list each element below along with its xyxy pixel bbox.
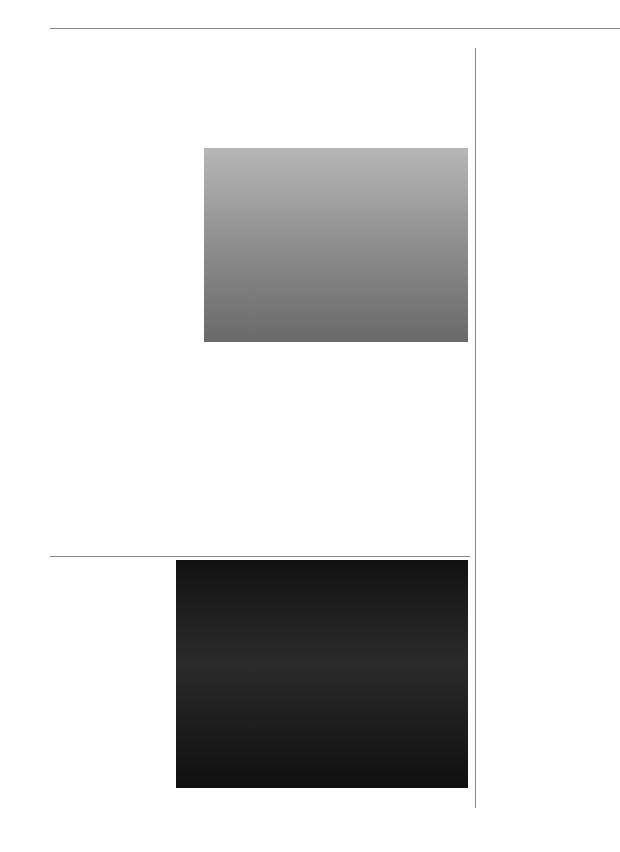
lead-bullet — [50, 148, 200, 236]
right-bottom-2 — [482, 596, 620, 808]
right-bottom-1 — [482, 378, 620, 578]
right-column-rule — [475, 48, 476, 808]
section-label — [76, 14, 156, 26]
date-label — [516, 14, 586, 26]
pull-quote — [204, 468, 329, 548]
col-right-2 — [333, 436, 468, 548]
side-body — [482, 140, 620, 372]
main-subhead — [50, 108, 470, 144]
bottom-section-rule — [50, 556, 470, 557]
photo-credit — [430, 346, 468, 356]
col-left-1 — [50, 252, 200, 372]
photo-caption — [204, 346, 434, 356]
header-rule — [50, 28, 620, 29]
bottom-body — [50, 646, 170, 806]
masthead — [580, 14, 620, 26]
side-headline — [482, 56, 620, 136]
main-headline — [50, 48, 470, 104]
bottom-headline — [50, 562, 170, 642]
car-photo — [204, 148, 468, 342]
col-right-1 — [333, 362, 468, 432]
col-left-2 — [50, 378, 200, 548]
concert-photo — [176, 560, 468, 788]
col-mid-1 — [204, 362, 329, 462]
right-bottom-subhead — [482, 582, 620, 592]
top-label — [190, 32, 460, 44]
byline — [50, 238, 200, 248]
bottom-photo-credit — [400, 792, 468, 802]
